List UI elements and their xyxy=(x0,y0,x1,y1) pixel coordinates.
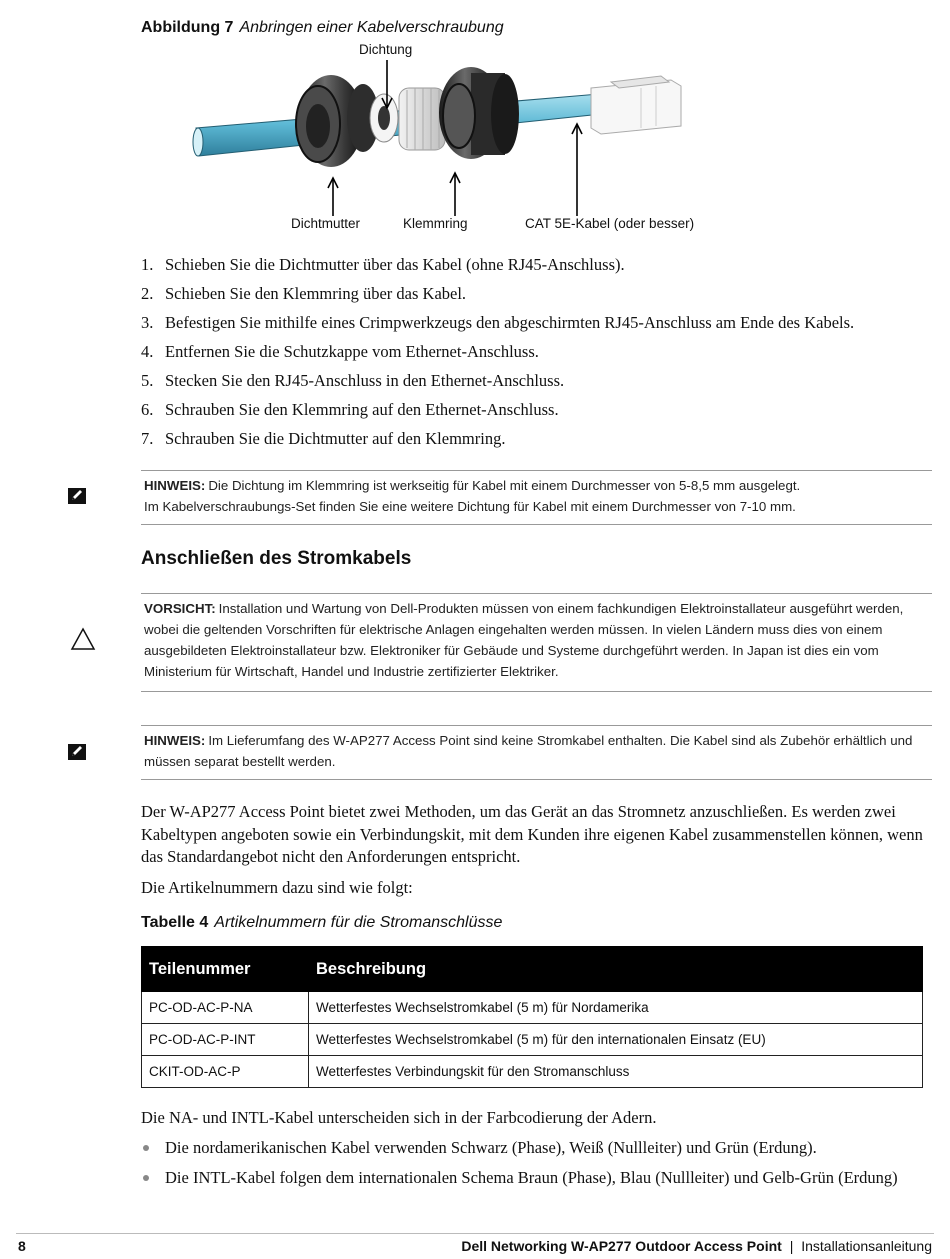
caution-label: VORSICHT: xyxy=(144,601,216,616)
caution-box xyxy=(141,593,932,692)
table-row xyxy=(142,1024,923,1056)
table-cell: PC-OD-AC-P-INT xyxy=(142,1024,309,1056)
list-item: Die nordamerikanischen Kabel verwenden Schwarz (Phase), Weiß (Nullleiter) und Grün (Erdung). xyxy=(141,1137,921,1159)
step-item: 2. Schieben Sie den Klemmring über das Kabel. xyxy=(141,284,467,303)
section-heading: Anschließen des Stromkabels xyxy=(141,548,412,569)
footer-product: Dell Networking W-AP277 Outdoor Access Point xyxy=(461,1238,782,1254)
callout-clamping-ring: Klemmring xyxy=(403,216,468,231)
table-header: Teilenummer xyxy=(142,947,309,992)
step-item: 6. Schrauben Sie den Klemmring auf den Ethernet-Anschluss. xyxy=(141,400,559,419)
table-cell: CKIT-OD-AC-P xyxy=(142,1056,309,1088)
body-paragraph: Die Artikelnummern dazu sind wie folgt: xyxy=(141,878,413,897)
cable-gland-illustration xyxy=(141,38,741,238)
table-cell: Wetterfestes Verbindungskit für den Stromanschluss xyxy=(309,1056,923,1088)
table-label: Tabelle 4 xyxy=(141,914,209,931)
body-paragraph: Der W-AP277 Access Point bietet zwei Methoden, um das Gerät an das Stromnetz anzuschließen. Es werden zwei Kabeltypen angeboten sowie ein Verbindungskit, mit dem Kunden ihre eigenen Kabel zusammenstellen können, wenn das Standardangebot nicht den Anforderungen entspricht. xyxy=(141,802,923,866)
table-cell: Wetterfestes Wechselstromkabel (5 m) für Nordamerika xyxy=(309,992,923,1024)
note-label: HINWEIS: xyxy=(144,733,206,748)
callout-sealing-nut: Dichtmutter xyxy=(291,216,361,231)
table-cell: PC-OD-AC-P-NA xyxy=(142,992,309,1024)
footer-title xyxy=(461,1238,932,1254)
table-row xyxy=(142,992,923,1024)
table-cell: Wetterfestes Wechselstromkabel (5 m) für den internationalen Einsatz (EU) xyxy=(309,1024,923,1056)
note-label: HINWEIS: xyxy=(144,478,206,493)
clamping-ring-shape xyxy=(399,88,445,150)
bullet-icon xyxy=(143,1175,149,1181)
note-text: Die Dichtung im Klemmring ist werkseitig für Kabel mit einem Durchmesser von 5-8,5 mm ausgelegt. xyxy=(208,478,801,493)
note-pencil-icon xyxy=(67,743,87,761)
note-text-2: Im Kabelverschraubungs-Set finden Sie eine weitere Dichtung für Kabel mit einem Durchmesser von 7-10 mm. xyxy=(144,499,796,514)
step-item: 3. Befestigen Sie mithilfe eines Crimpwerkzeugs den abgeschirmten RJ45-Anschluss am Ende des Kabels. xyxy=(141,313,855,332)
parts-table xyxy=(141,946,923,1088)
step-list xyxy=(141,253,931,456)
page-number: 8 xyxy=(18,1238,26,1254)
footer-divider xyxy=(16,1233,934,1234)
bullet-icon xyxy=(143,1145,149,1151)
note-box xyxy=(141,725,932,780)
note-box xyxy=(141,470,932,525)
callout-seal: Dichtung xyxy=(359,42,413,57)
warning-triangle-icon xyxy=(70,627,96,651)
gland-body-shape xyxy=(439,67,519,159)
sealing-nut-shape xyxy=(296,75,379,167)
list-item: Die INTL-Kabel folgen dem internationalen Schema Braun (Phase), Blau (Nullleiter) und Gelb-Grün (Erdung) xyxy=(141,1167,921,1189)
figure-title: Anbringen einer Kabelverschraubung xyxy=(239,19,504,36)
table-header: Beschreibung xyxy=(309,947,923,992)
figure-label: Abbildung 7 xyxy=(141,19,234,36)
body-paragraph: Die NA- und INTL-Kabel unterscheiden sich in der Farbcodierung der Adern. xyxy=(141,1108,657,1127)
bullet-list xyxy=(141,1137,921,1197)
table-row xyxy=(142,1056,923,1088)
table-header-row xyxy=(142,947,923,992)
caution-text: Installation und Wartung von Dell-Produkten müssen von einem fachkundigen Elektroinstallateur ausgeführt werden, wobei die geltenden Vorschriften für elektrische Anlagen eingehalten werden müssen. In vielen Ländern muss dies von einem ausgebildeten Elektroinstallateur bzw. Elektroniker für Gebäude und Systeme durchgeführt werden. In Japan ist dies ein vom Ministerium für Wirtschaft, Handel und Industrie zertifizierter Elektriker. xyxy=(144,601,904,679)
footer-doc-type: Installationsanleitung xyxy=(801,1238,932,1254)
figure-caption xyxy=(141,19,504,37)
callout-cable: CAT 5E-Kabel (oder besser) xyxy=(525,216,695,231)
rj45-plug-shape xyxy=(591,76,681,134)
footer-separator: | xyxy=(789,1238,794,1254)
table-title: Artikelnummern für die Stromanschlüsse xyxy=(214,914,503,931)
step-item: 5. Stecken Sie den RJ45-Anschluss in den Ethernet-Anschluss. xyxy=(141,371,565,390)
note-pencil-icon xyxy=(67,487,87,505)
step-item: 1. Schieben Sie die Dichtmutter über das Kabel (ohne RJ45-Anschluss). xyxy=(141,255,625,274)
table-caption xyxy=(141,914,502,932)
step-item: 4. Entfernen Sie die Schutzkappe vom Ethernet-Anschluss. xyxy=(141,342,539,361)
note-text: Im Lieferumfang des W-AP277 Access Point sind keine Stromkabel enthalten. Die Kabel sind als Zubehör erhältlich und müssen separat bestellt werden. xyxy=(144,733,913,769)
step-item: 7. Schrauben Sie die Dichtmutter auf den Klemmring. xyxy=(141,429,506,448)
